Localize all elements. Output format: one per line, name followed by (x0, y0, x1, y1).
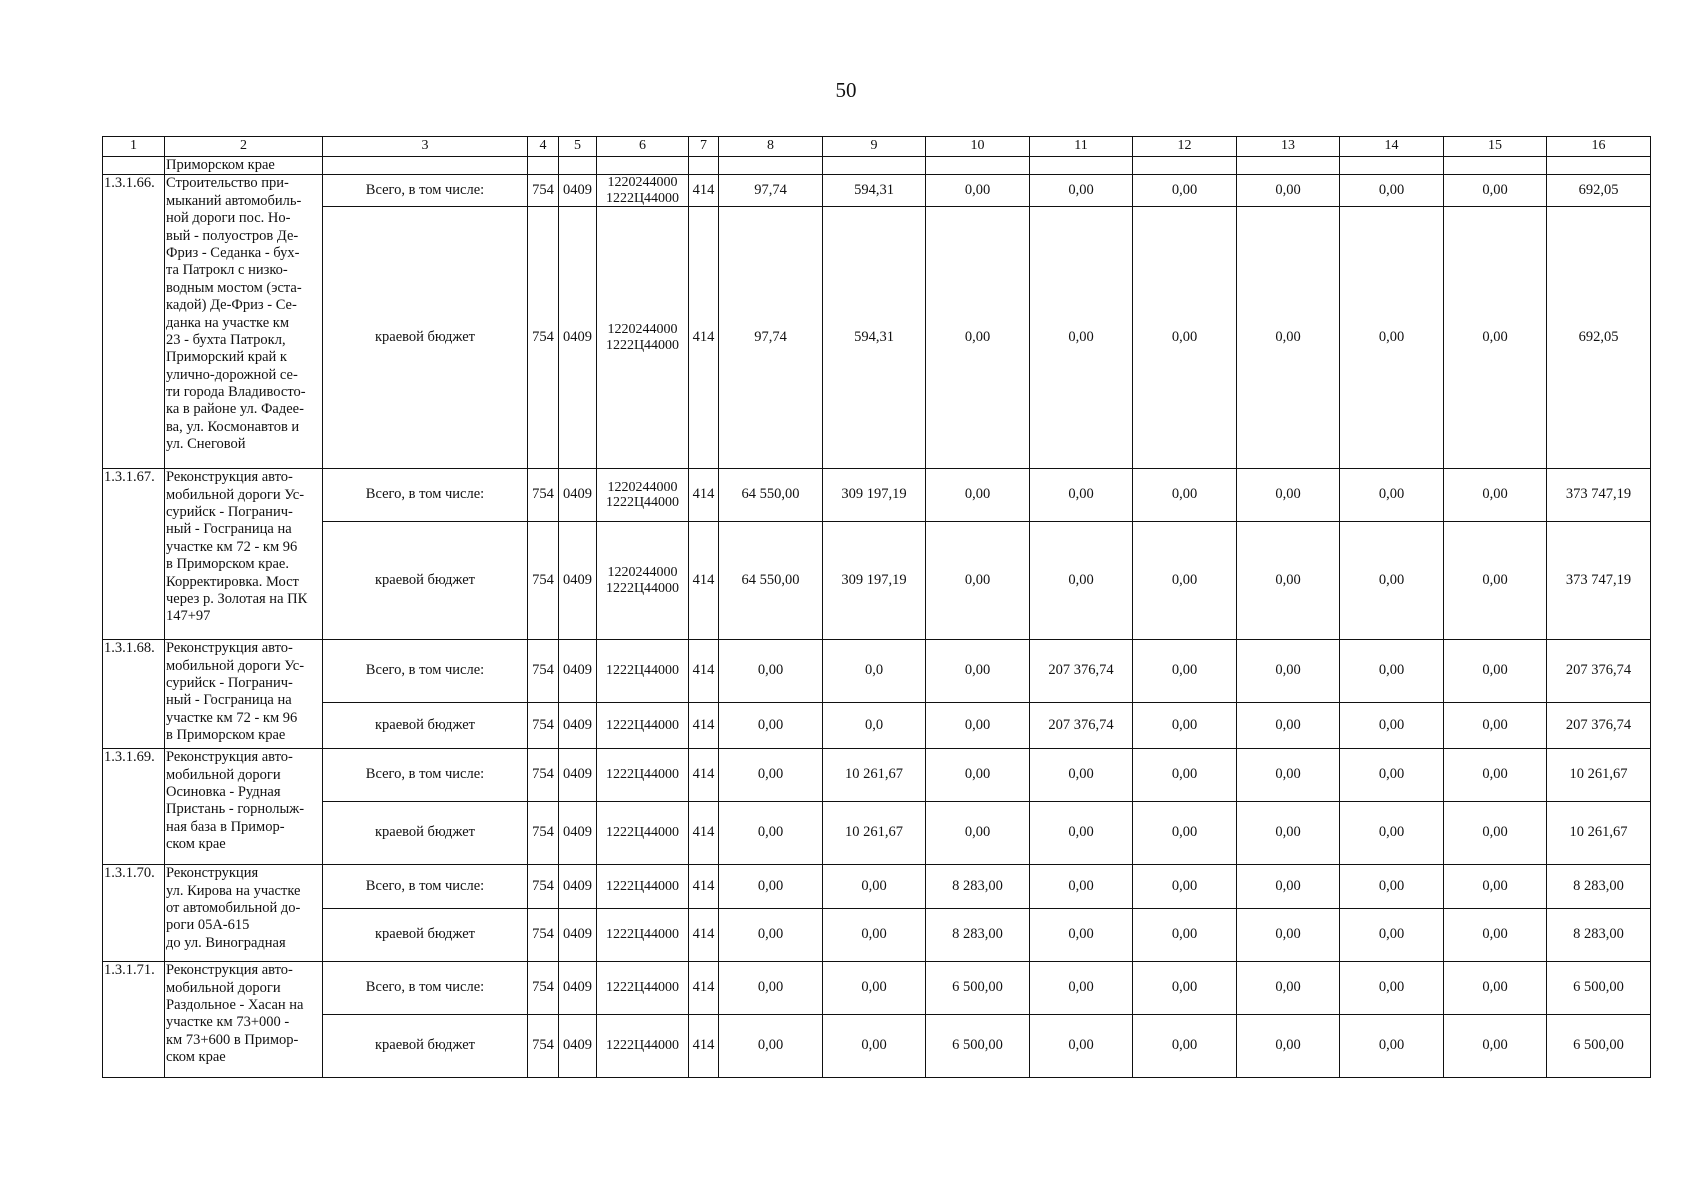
entry-number: 1.3.1.66. (103, 175, 165, 469)
entry-budget-row (103, 703, 1651, 749)
amount-cell: 0,00 (1444, 962, 1547, 1015)
code-col7: 414 (689, 469, 719, 522)
amount-cell: 6 500,00 (1547, 1015, 1651, 1078)
amount-cell: 0,00 (719, 802, 823, 865)
budget-code: 1222Ц44000 (605, 927, 680, 943)
amount-cell: 0,00 (1340, 703, 1444, 749)
entry-total-row (103, 749, 1651, 802)
amount-cell: 0,00 (1133, 522, 1237, 640)
budget-code-cell (597, 703, 689, 749)
amount-cell: 373 747,19 (1547, 522, 1651, 640)
budget-code: 1220244000 (607, 322, 678, 338)
amount-cell: 0,00 (926, 522, 1030, 640)
amount-cell: 8 283,00 (926, 909, 1030, 962)
empty-cell (1237, 157, 1340, 175)
funding-source: краевой бюджет (323, 207, 528, 469)
funding-source: краевой бюджет (323, 802, 528, 865)
amount-cell: 692,05 (1547, 207, 1651, 469)
amount-cell: 0,00 (1237, 865, 1340, 909)
amount-cell: 0,00 (1340, 640, 1444, 703)
entry-name: Реконструкция ул. Кирова на участке от автомобильной до- роги 05А-615 до ул. Виноградная (165, 865, 323, 962)
funding-source: Всего, в том числе: (323, 640, 528, 703)
amount-cell: 0,00 (1133, 802, 1237, 865)
budget-code: 1222Ц44000 (605, 717, 680, 733)
code-col5: 0409 (559, 175, 597, 207)
entry-number: 1.3.1.68. (103, 640, 165, 749)
funding-source: краевой бюджет (323, 703, 528, 749)
entry-name: Реконструкция авто- мобильной дороги Ус- сурийск - Погранич- ный - Госграница на участке км 72 - км 96 в Приморском крае (165, 640, 323, 749)
empty-cell (597, 157, 689, 175)
amount-cell: 0,00 (1237, 802, 1340, 865)
code-col4: 754 (528, 207, 559, 469)
amount-cell: 0,00 (1030, 522, 1133, 640)
code-col7: 414 (689, 522, 719, 640)
amount-cell: 0,00 (1133, 962, 1237, 1015)
amount-cell: 0,00 (1340, 175, 1444, 207)
amount-cell: 0,00 (1444, 522, 1547, 640)
continuation-text: Приморском крае (165, 157, 323, 175)
amount-cell: 0,00 (1030, 962, 1133, 1015)
header-cell: 11 (1030, 137, 1133, 157)
funding-source: краевой бюджет (323, 522, 528, 640)
amount-cell: 594,31 (823, 175, 926, 207)
budget-code: 1220244000 (607, 175, 678, 191)
header-cell: 9 (823, 137, 926, 157)
amount-cell: 64 550,00 (719, 522, 823, 640)
amount-cell: 0,00 (1444, 207, 1547, 469)
amount-cell: 0,00 (1237, 522, 1340, 640)
amount-cell: 0,00 (926, 749, 1030, 802)
amount-cell: 309 197,19 (823, 522, 926, 640)
amount-cell: 0,00 (1444, 749, 1547, 802)
continuation-row (103, 157, 1651, 175)
header-cell: 3 (323, 137, 528, 157)
code-col4: 754 (528, 703, 559, 749)
empty-cell (1030, 157, 1133, 175)
amount-cell: 0,00 (719, 909, 823, 962)
amount-cell: 594,31 (823, 207, 926, 469)
amount-cell: 0,0 (823, 703, 926, 749)
code-col7: 414 (689, 640, 719, 703)
entry-number: 1.3.1.67. (103, 469, 165, 640)
code-col4: 754 (528, 640, 559, 703)
entry-total-row (103, 865, 1651, 909)
header-cell: 16 (1547, 137, 1651, 157)
empty-cell (1444, 157, 1547, 175)
entry-budget-row (103, 802, 1651, 865)
amount-cell: 0,00 (926, 640, 1030, 703)
budget-code-cell (597, 640, 689, 703)
amount-cell: 0,00 (1133, 749, 1237, 802)
amount-cell: 207 376,74 (1030, 703, 1133, 749)
header-cell: 7 (689, 137, 719, 157)
header-cell: 15 (1444, 137, 1547, 157)
amount-cell: 0,00 (1030, 207, 1133, 469)
funding-source: Всего, в том числе: (323, 175, 528, 207)
amount-cell: 0,00 (926, 802, 1030, 865)
funding-source: Всего, в том числе: (323, 749, 528, 802)
code-col5: 0409 (559, 1015, 597, 1078)
header-cell: 8 (719, 137, 823, 157)
entry-budget-row (103, 207, 1651, 469)
code-col7: 414 (689, 703, 719, 749)
header-cell: 5 (559, 137, 597, 157)
budget-code-cell (597, 175, 689, 207)
code-col5: 0409 (559, 909, 597, 962)
amount-cell: 0,00 (1340, 522, 1444, 640)
entry-total-row (103, 469, 1651, 522)
code-col5: 0409 (559, 865, 597, 909)
amount-cell: 0,00 (719, 640, 823, 703)
amount-cell: 0,00 (823, 962, 926, 1015)
amount-cell: 0,00 (1444, 175, 1547, 207)
budget-code: 1222Ц44000 (605, 190, 680, 206)
code-col5: 0409 (559, 469, 597, 522)
budget-code-cell (597, 962, 689, 1015)
amount-cell: 0,00 (1340, 962, 1444, 1015)
code-col5: 0409 (559, 522, 597, 640)
amount-cell: 373 747,19 (1547, 469, 1651, 522)
budget-code: 1222Ц44000 (605, 1038, 680, 1054)
amount-cell: 10 261,67 (1547, 749, 1651, 802)
empty-cell (1340, 157, 1444, 175)
amount-cell: 0,00 (823, 909, 926, 962)
amount-cell: 0,00 (1133, 207, 1237, 469)
amount-cell: 0,00 (1444, 909, 1547, 962)
budget-code: 1222Ц44000 (605, 337, 680, 353)
amount-cell: 0,00 (1340, 469, 1444, 522)
amount-cell: 8 283,00 (1547, 909, 1651, 962)
budget-code: 1222Ц44000 (605, 495, 680, 511)
header-cell: 4 (528, 137, 559, 157)
header-cell: 1 (103, 137, 165, 157)
amount-cell: 0,00 (719, 962, 823, 1015)
entry-total-row (103, 175, 1651, 207)
amount-cell: 207 376,74 (1547, 703, 1651, 749)
empty-cell (323, 157, 528, 175)
budget-code: 1222Ц44000 (605, 825, 680, 841)
funding-source: Всего, в том числе: (323, 962, 528, 1015)
amount-cell: 0,00 (1133, 469, 1237, 522)
code-col4: 754 (528, 962, 559, 1015)
budget-code-cell (597, 522, 689, 640)
funding-source: Всего, в том числе: (323, 469, 528, 522)
empty-cell (823, 157, 926, 175)
amount-cell: 0,00 (719, 865, 823, 909)
code-col5: 0409 (559, 703, 597, 749)
amount-cell: 0,00 (1030, 749, 1133, 802)
code-col7: 414 (689, 802, 719, 865)
empty-cell (719, 157, 823, 175)
code-col5: 0409 (559, 802, 597, 865)
budget-code: 1222Ц44000 (605, 580, 680, 596)
amount-cell: 8 283,00 (1547, 865, 1651, 909)
empty-cell (689, 157, 719, 175)
code-col4: 754 (528, 1015, 559, 1078)
amount-cell: 0,00 (1444, 640, 1547, 703)
amount-cell: 0,00 (823, 1015, 926, 1078)
empty-cell (926, 157, 1030, 175)
budget-code-cell (597, 865, 689, 909)
code-col4: 754 (528, 749, 559, 802)
amount-cell: 0,00 (1030, 469, 1133, 522)
budget-code-cell (597, 207, 689, 469)
code-col5: 0409 (559, 207, 597, 469)
amount-cell: 0,00 (1133, 175, 1237, 207)
budget-code-cell (597, 469, 689, 522)
header-row (103, 137, 1651, 157)
amount-cell: 64 550,00 (719, 469, 823, 522)
page-number: 50 (835, 78, 857, 102)
amount-cell: 0,00 (1030, 909, 1133, 962)
amount-cell: 0,00 (1133, 703, 1237, 749)
amount-cell: 0,00 (1444, 469, 1547, 522)
amount-cell: 8 283,00 (926, 865, 1030, 909)
code-col4: 754 (528, 469, 559, 522)
code-col7: 414 (689, 175, 719, 207)
empty-cell (559, 157, 597, 175)
entry-budget-row (103, 522, 1651, 640)
entry-budget-row (103, 909, 1651, 962)
budget-code: 1222Ц44000 (605, 767, 680, 783)
code-col4: 754 (528, 175, 559, 207)
code-col5: 0409 (559, 962, 597, 1015)
amount-cell: 0,00 (1030, 865, 1133, 909)
amount-cell: 207 376,74 (1030, 640, 1133, 703)
header-cell: 2 (165, 137, 323, 157)
entry-budget-row (103, 1015, 1651, 1078)
amount-cell: 0,00 (719, 1015, 823, 1078)
code-col4: 754 (528, 802, 559, 865)
budget-code: 1220244000 (607, 565, 678, 581)
empty-cell (103, 157, 165, 175)
amount-cell: 0,00 (823, 865, 926, 909)
code-col7: 414 (689, 749, 719, 802)
amount-cell: 0,00 (1444, 1015, 1547, 1078)
amount-cell: 6 500,00 (926, 962, 1030, 1015)
code-col5: 0409 (559, 640, 597, 703)
budget-code-cell (597, 802, 689, 865)
code-col7: 414 (689, 909, 719, 962)
code-col4: 754 (528, 522, 559, 640)
code-col7: 414 (689, 865, 719, 909)
amount-cell: 0,00 (1444, 802, 1547, 865)
amount-cell: 0,00 (719, 703, 823, 749)
amount-cell: 0,00 (1444, 865, 1547, 909)
amount-cell: 207 376,74 (1547, 640, 1651, 703)
budget-code: 1220244000 (607, 479, 678, 495)
amount-cell: 10 261,67 (823, 802, 926, 865)
amount-cell: 0,00 (1237, 469, 1340, 522)
amount-cell: 0,00 (1237, 207, 1340, 469)
amount-cell: 0,00 (1340, 749, 1444, 802)
code-col7: 414 (689, 207, 719, 469)
header-cell: 13 (1237, 137, 1340, 157)
amount-cell: 0,00 (926, 469, 1030, 522)
amount-cell: 0,00 (1237, 909, 1340, 962)
code-col4: 754 (528, 909, 559, 962)
budget-code-cell (597, 1015, 689, 1078)
entry-name: Реконструкция авто- мобильной дороги Ус- сурийск - Погранич- ный - Госграница на участке км 72 - км 96 в Приморском крае. Корректировка. Мост через р. Золотая на ПК 147+97 (165, 469, 323, 640)
code-col4: 754 (528, 865, 559, 909)
amount-cell: 0,00 (1237, 1015, 1340, 1078)
funding-source: краевой бюджет (323, 909, 528, 962)
amount-cell: 0,00 (1030, 1015, 1133, 1078)
entry-total-row (103, 962, 1651, 1015)
budget-code: 1222Ц44000 (605, 663, 680, 679)
amount-cell: 0,00 (1133, 909, 1237, 962)
entry-number: 1.3.1.71. (103, 962, 165, 1078)
budget-code-cell (597, 749, 689, 802)
code-col5: 0409 (559, 749, 597, 802)
budget-code-cell (597, 909, 689, 962)
amount-cell: 0,00 (1237, 703, 1340, 749)
amount-cell: 309 197,19 (823, 469, 926, 522)
amount-cell: 10 261,67 (1547, 802, 1651, 865)
header-cell: 10 (926, 137, 1030, 157)
amount-cell: 0,00 (1340, 865, 1444, 909)
amount-cell: 6 500,00 (1547, 962, 1651, 1015)
amount-cell: 0,00 (1340, 1015, 1444, 1078)
amount-cell: 0,00 (926, 175, 1030, 207)
entry-name: Реконструкция авто- мобильной дороги Осиновка - Рудная Пристань - горнолыж- ная база в Примор- ском крае (165, 749, 323, 865)
amount-cell: 0,00 (1444, 703, 1547, 749)
header-cell: 6 (597, 137, 689, 157)
code-col7: 414 (689, 1015, 719, 1078)
header-cell: 12 (1133, 137, 1237, 157)
amount-cell: 0,0 (823, 640, 926, 703)
funding-source: краевой бюджет (323, 1015, 528, 1078)
entry-number: 1.3.1.70. (103, 865, 165, 962)
amount-cell: 0,00 (1133, 640, 1237, 703)
amount-cell: 0,00 (926, 703, 1030, 749)
budget-code: 1222Ц44000 (605, 980, 680, 996)
amount-cell: 692,05 (1547, 175, 1651, 207)
amount-cell: 97,74 (719, 207, 823, 469)
amount-cell: 0,00 (1340, 909, 1444, 962)
entry-name: Реконструкция авто- мобильной дороги Раздольное - Хасан на участке км 73+000 - км 73+600 в Примор- ском крае (165, 962, 323, 1078)
budget-table (102, 136, 1651, 1078)
amount-cell: 97,74 (719, 175, 823, 207)
header-cell: 14 (1340, 137, 1444, 157)
amount-cell: 0,00 (1237, 640, 1340, 703)
empty-cell (1547, 157, 1651, 175)
empty-cell (528, 157, 559, 175)
amount-cell: 0,00 (1030, 802, 1133, 865)
entry-number: 1.3.1.69. (103, 749, 165, 865)
amount-cell: 0,00 (1237, 175, 1340, 207)
amount-cell: 0,00 (1237, 749, 1340, 802)
amount-cell: 0,00 (719, 749, 823, 802)
budget-code: 1222Ц44000 (605, 878, 680, 894)
amount-cell: 0,00 (1030, 175, 1133, 207)
amount-cell: 0,00 (1237, 962, 1340, 1015)
amount-cell: 0,00 (1340, 802, 1444, 865)
entry-total-row (103, 640, 1651, 703)
amount-cell: 0,00 (1133, 865, 1237, 909)
amount-cell: 0,00 (1340, 207, 1444, 469)
code-col7: 414 (689, 962, 719, 1015)
amount-cell: 6 500,00 (926, 1015, 1030, 1078)
amount-cell: 10 261,67 (823, 749, 926, 802)
amount-cell: 0,00 (1133, 1015, 1237, 1078)
amount-cell: 0,00 (926, 207, 1030, 469)
entry-name: Строительство при- мыканий автомобиль- ной дороги пос. Но- вый - полуостров Де- Фриз - Седанка - бух- та Патрокл с низко- водным мостом (эста- кадой) Де-Фриз - Се- данка на участке км 23 - бухта Патрокл, Приморский край к улично-дорожной се- ти города Владивосто- ка в районе ул. Фадее- ва, ул. Космонавтов и ул. Снеговой (165, 175, 323, 469)
funding-source: Всего, в том числе: (323, 865, 528, 909)
empty-cell (1133, 157, 1237, 175)
